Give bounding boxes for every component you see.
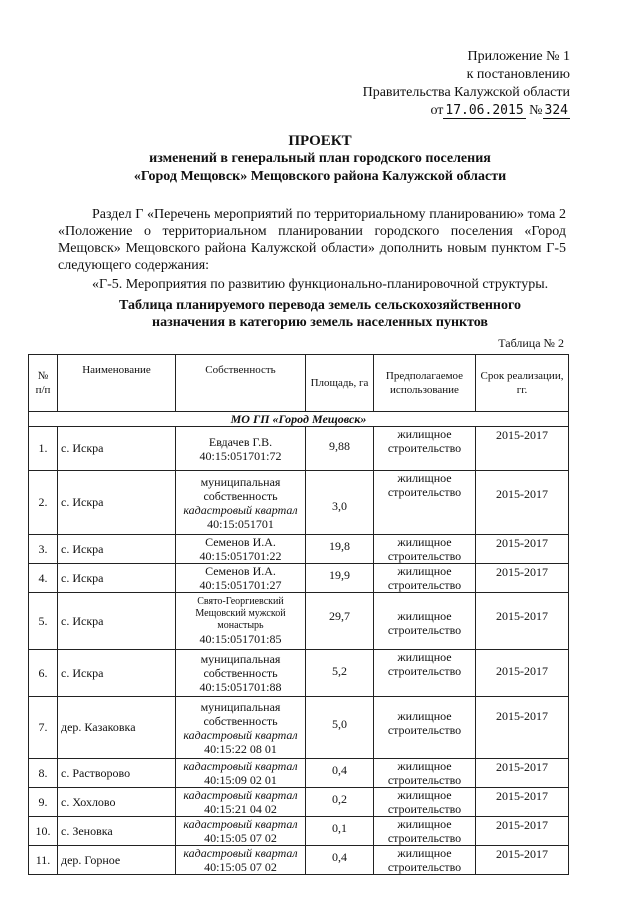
owner-quarter-label: кадастровый квартал: [183, 817, 298, 831]
row-owner: [176, 650, 306, 697]
owner-text: муниципальная собственность: [200, 652, 281, 680]
owner-text: Семенов И.А.: [205, 564, 276, 578]
row-term: 2015-2017: [476, 697, 569, 759]
table-header-row: [29, 355, 569, 412]
row-name: с. Искра: [58, 650, 176, 697]
row-name: дер. Горное: [58, 846, 176, 875]
approval-block: [363, 48, 570, 120]
table-row: [29, 697, 569, 759]
row-term: 2015-2017: [476, 759, 569, 788]
title-line-3: «Город Мещовск» Мещовского района Калужской области: [133, 169, 507, 184]
owner-cadastral: 40:15:09 02 01: [204, 773, 277, 787]
owner-text: муниципальная собственность: [200, 699, 281, 728]
owner-cadastral: 40:15:22 08 01: [204, 741, 277, 756]
owner-text: муниципальная собственность: [200, 474, 281, 503]
row-owner: [176, 535, 306, 564]
owner-text: Свято-Георгиевский Мещовский мужской монастырь: [195, 596, 286, 631]
row-area: 5,0: [306, 697, 374, 759]
row-num: 6.: [29, 650, 58, 697]
row-term: 2015-2017: [476, 650, 569, 697]
table-row: [29, 650, 569, 697]
date-prefix: от: [430, 103, 444, 118]
row-name: с. Искра: [58, 535, 176, 564]
table-title: [0, 297, 640, 331]
table-row: [29, 427, 569, 471]
row-name: с. Искра: [58, 427, 176, 471]
row-use: жилищное строительство: [374, 650, 476, 697]
row-use: жилищное строительство: [374, 788, 476, 817]
header-num: № п/п: [29, 355, 58, 412]
row-num: 9.: [29, 788, 58, 817]
row-area: 19,8: [306, 535, 374, 564]
table-row: [29, 564, 569, 593]
row-use: жилищное строительство: [374, 427, 476, 471]
row-term: 2015-2017: [476, 471, 569, 535]
row-use: жилищное строительство: [374, 817, 476, 846]
header-term: Срок реализации, гг.: [476, 355, 569, 412]
row-term: 2015-2017: [476, 846, 569, 875]
table-row: [29, 788, 569, 817]
owner-quarter-label: кадастровый квартал: [183, 846, 298, 860]
owner-cadastral: 40:15:05 07 02: [204, 860, 277, 874]
group-row: [29, 412, 569, 427]
row-owner: [176, 427, 306, 471]
row-area: 5,2: [306, 650, 374, 697]
header-name: Наименование: [58, 355, 176, 412]
group-label: МО ГП «Город Мещовск»: [29, 412, 569, 427]
row-use: жилищное строительство: [374, 697, 476, 759]
row-area: 0,1: [306, 817, 374, 846]
owner-text: Семенов И.А.: [205, 535, 276, 549]
header-area: Площадь, га: [306, 355, 374, 412]
row-name: с. Искра: [58, 471, 176, 535]
row-term: 2015-2017: [476, 817, 569, 846]
title-line-2: изменений в генеральный план городского поселения: [149, 151, 491, 166]
row-area: 0,4: [306, 846, 374, 875]
row-num: 3.: [29, 535, 58, 564]
appendix-label: Приложение № 1: [467, 49, 570, 64]
row-owner: [176, 697, 306, 759]
row-term: 2015-2017: [476, 593, 569, 650]
date-line: [363, 102, 570, 120]
owner-cadastral: 40:15:051701: [207, 516, 274, 531]
resolution-label: к постановлению: [466, 67, 570, 82]
header-owner: Собственность: [176, 355, 306, 412]
row-owner: [176, 593, 306, 650]
row-num: 7.: [29, 697, 58, 759]
owner-quarter-label: кадастровый квартал: [183, 727, 298, 742]
row-num: 4.: [29, 564, 58, 593]
row-name: дер. Казаковка: [58, 697, 176, 759]
table-title-line-1: Таблица планируемого перевода земель сельскохозяйственного: [118, 298, 522, 313]
row-owner: [176, 788, 306, 817]
row-num: 11.: [29, 846, 58, 875]
row-owner: [176, 471, 306, 535]
row-use: жилищное строительство: [374, 759, 476, 788]
document-title: [0, 132, 640, 186]
row-use: жилищное строительство: [374, 535, 476, 564]
row-num: 1.: [29, 427, 58, 471]
header-use: Предполагаемое использование: [374, 355, 476, 412]
table-row: [29, 817, 569, 846]
table-row: [29, 593, 569, 650]
owner-quarter-label: кадастровый квартал: [183, 502, 298, 517]
row-num: 5.: [29, 593, 58, 650]
row-term: 2015-2017: [476, 564, 569, 593]
owner-quarter-label: кадастровый квартал: [183, 759, 298, 773]
owner-cadastral: 40:15:05 07 02: [204, 831, 277, 845]
number-prefix: №: [529, 103, 543, 118]
owner-cadastral: 40:15:21 04 02: [204, 802, 277, 816]
land-table: [28, 354, 569, 875]
row-area: 0,4: [306, 759, 374, 788]
row-use: жилищное строительство: [374, 593, 476, 650]
owner-cadastral: 40:15:051701:22: [199, 549, 282, 563]
row-term: 2015-2017: [476, 427, 569, 471]
row-area: 3,0: [306, 471, 374, 535]
row-owner: [176, 817, 306, 846]
owner-cadastral: 40:15:051701:27: [199, 578, 282, 592]
row-owner: [176, 564, 306, 593]
row-area: 9,88: [306, 427, 374, 471]
table-row: [29, 846, 569, 875]
table-row: [29, 471, 569, 535]
row-area: 19,9: [306, 564, 374, 593]
row-term: 2015-2017: [476, 788, 569, 817]
body-paragraph: Раздел Г «Перечень мероприятий по территориальному планированию» тома 2 «Положение о территориальном планировании городского поселения «Город Мещовск» Мещовского района Калужской области» дополнить новым пунктом Г-5 следующего содержания:: [58, 207, 566, 273]
row-name: с. Зеновка: [58, 817, 176, 846]
item-g5: «Г-5. Мероприятия по развитию функционально-планировочной структуры.: [92, 277, 549, 292]
government-label: Правительства Калужской области: [362, 85, 570, 100]
row-area: 29,7: [306, 593, 374, 650]
owner-quarter-label: кадастровый квартал: [183, 788, 298, 802]
title-line-1: ПРОЕКТ: [288, 133, 352, 149]
owner-cadastral: 40:15:051701:72: [199, 448, 282, 463]
row-name: с. Искра: [58, 593, 176, 650]
row-name: с. Искра: [58, 564, 176, 593]
resolution-date: 17.06.2015: [445, 103, 524, 118]
table-title-line-2: назначения в категорию земель населенных пунктов: [152, 315, 488, 330]
row-num: 2.: [29, 471, 58, 535]
owner-cadastral: 40:15:051701:85: [199, 632, 282, 646]
row-num: 10.: [29, 817, 58, 846]
table-row: [29, 759, 569, 788]
table-number: Таблица № 2: [498, 336, 564, 350]
owner-cadastral: 40:15:051701:88: [199, 680, 282, 694]
owner-text: Евдачев Г.В.: [208, 434, 273, 449]
resolution-number: 324: [544, 103, 568, 118]
row-use: жилищное строительство: [374, 471, 476, 535]
row-owner: [176, 759, 306, 788]
row-term: 2015-2017: [476, 535, 569, 564]
table-row: [29, 535, 569, 564]
row-use: жилищное строительство: [374, 846, 476, 875]
row-area: 0,2: [306, 788, 374, 817]
row-num: 8.: [29, 759, 58, 788]
row-use: жилищное строительство: [374, 564, 476, 593]
row-owner: [176, 846, 306, 875]
row-name: с. Растворово: [58, 759, 176, 788]
row-name: с. Хохлово: [58, 788, 176, 817]
